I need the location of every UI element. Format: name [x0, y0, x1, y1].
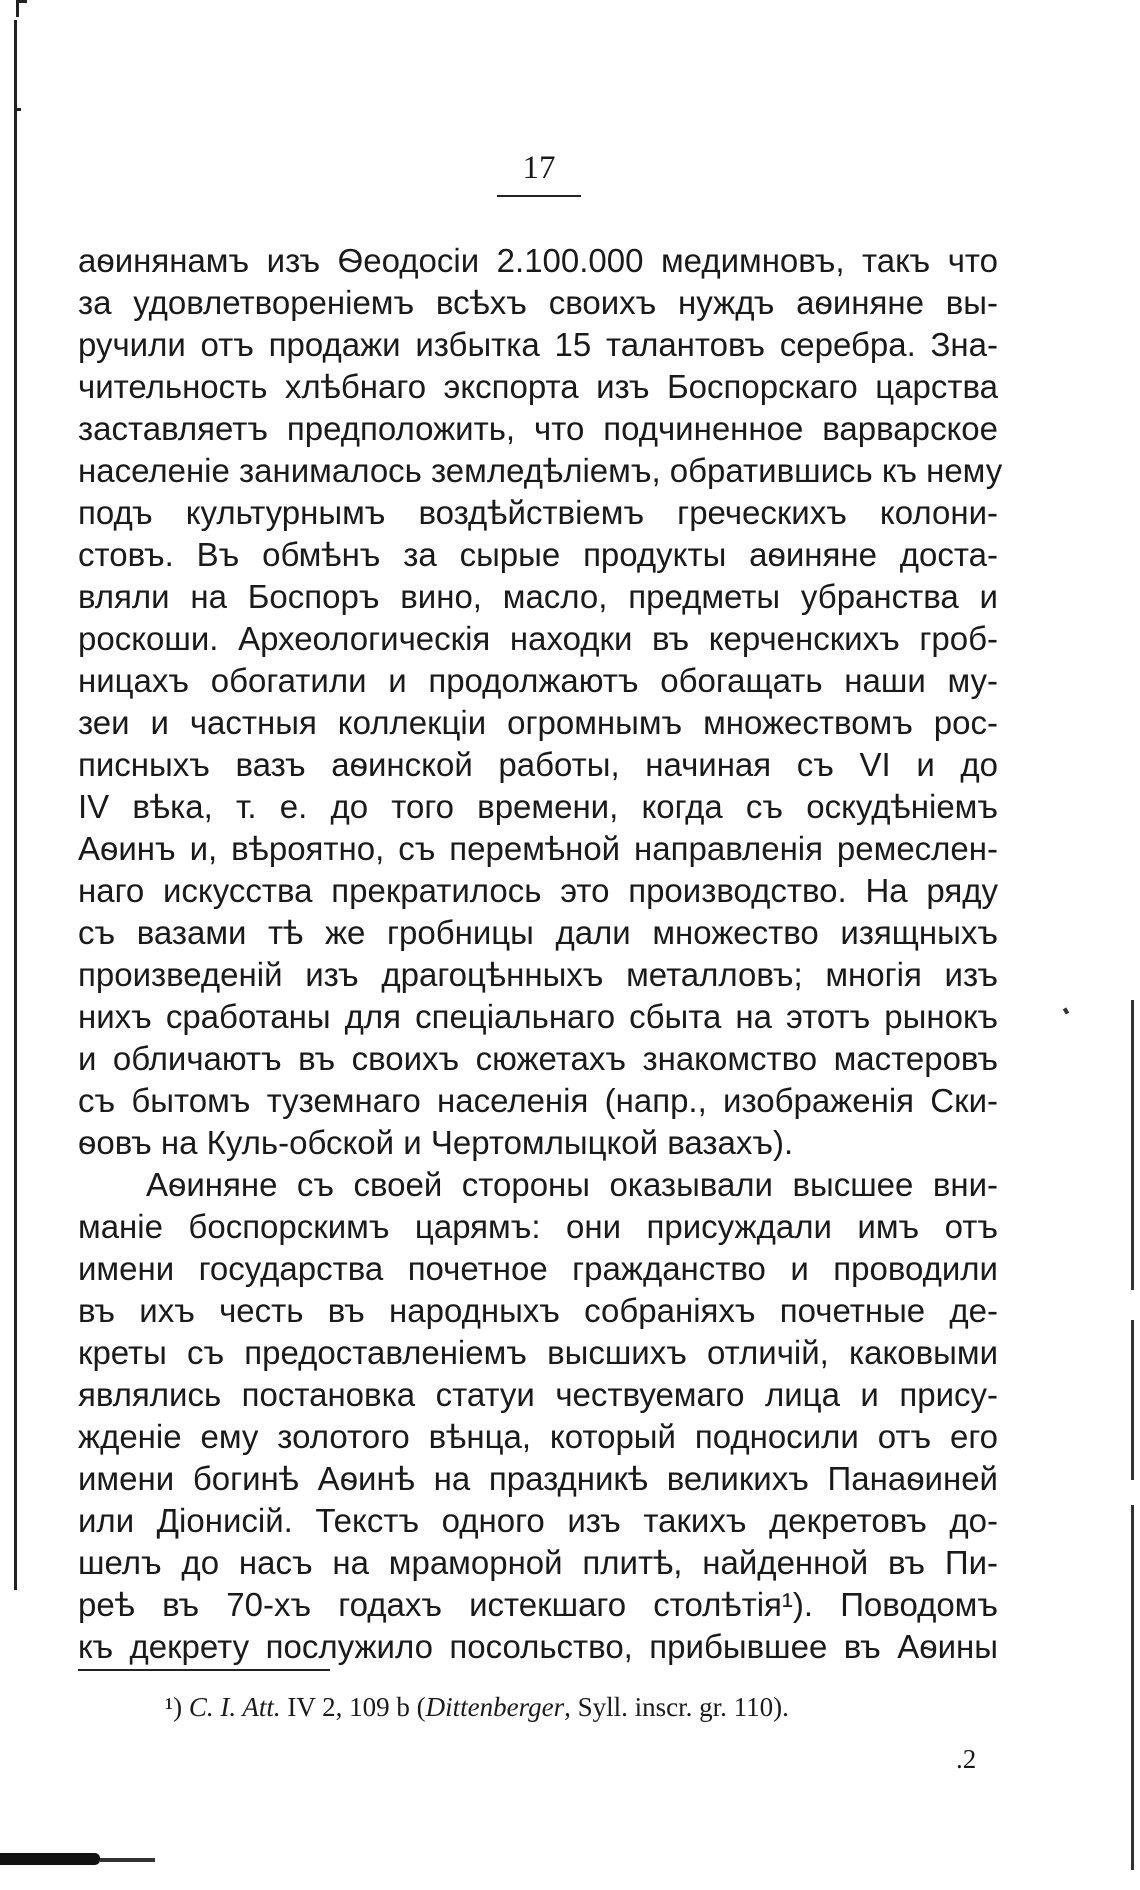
text-line: писныхъ вазъ аѳинской работы, начиная съ VI и до: [78, 746, 998, 783]
footnote-separator: [78, 1669, 330, 1671]
signature-mark: .2: [956, 1744, 977, 1774]
footnote-reference-rest: IV 2, 109 b (: [280, 1692, 426, 1722]
scan-edge-mark: [16, 0, 27, 17]
footnote-author: Dittenberger: [425, 1692, 565, 1722]
text-line: наго искусства прекратилось это производство. На ряду: [78, 872, 998, 909]
text-line: роскоши. Археологическія находки въ керченскихъ гроб-: [78, 620, 998, 657]
text-line: маніе боспорскимъ царямъ: они присуждали имъ отъ: [78, 1208, 998, 1245]
text-line: съ бытомъ туземнаго населенія (напр., изображенія Ски-: [78, 1082, 998, 1119]
text-line: зеи и частныя коллекціи огромнымъ множествомъ рос-: [78, 704, 998, 741]
text-line: Аѳиняне съ своей стороны оказывали высшее вни-: [146, 1166, 998, 1203]
footnote: [165, 1690, 1025, 1724]
footnote-tail: , Syll. inscr. gr. 110).: [564, 1692, 789, 1722]
text-line: жденіе ему золотого вѣнца, который подносили отъ его: [78, 1418, 998, 1455]
text-line: заставляетъ предположить, что подчиненное варварское: [78, 410, 998, 447]
scan-edge-left: [14, 20, 17, 1590]
scan-edge-mark: [16, 108, 21, 111]
text-line: ницахъ обогатили и продолжаютъ обогащать наши му-: [78, 662, 998, 699]
text-line: чительность хлѣбнаго экспорта изъ Боспорскаго царства: [78, 368, 998, 405]
text-line: подъ культурнымъ воздѣйствіемъ греческихъ колони-: [78, 494, 998, 531]
text-line: аѳинянамъ изъ Ѳеодосіи 2.100.000 медимновъ, такъ что: [78, 242, 998, 279]
scan-smudge: [0, 1853, 100, 1865]
text-line: являлись постановка статуи чествуемаго лица и прису-: [78, 1376, 998, 1413]
text-line: произведеній изъ драгоцѣнныхъ металловъ; многія изъ: [78, 956, 998, 993]
footnote-marker: ¹): [165, 1692, 189, 1722]
text-line: или Діонисій. Текстъ одного изъ такихъ декретовъ до-: [78, 1502, 998, 1539]
footnote-reference: C. I. Att.: [188, 1692, 281, 1722]
text-line: шелъ до насъ на мраморной плитѣ, найденной въ Пи-: [78, 1544, 998, 1581]
text-line: въ ихъ честь въ народныхъ собраніяхъ почетные де-: [78, 1292, 998, 1329]
scan-edge-right: [1131, 1000, 1134, 1870]
text-line: населеніе занималось земледѣліемъ, обратившись къ нему: [78, 452, 1003, 489]
scan-speck: [1063, 1007, 1069, 1014]
text-line: ручили отъ продажи избытка 15 талантовъ серебра. Зна-: [78, 326, 998, 363]
text-line: ѳовъ на Куль-обской и Чертомлыцкой вазахъ).: [78, 1124, 794, 1161]
page-number: 17: [522, 150, 556, 186]
text-line: вляли на Боспоръ вино, масло, предметы убранства и: [78, 578, 998, 615]
text-line: IV вѣка, т. е. до того времени, когда съ оскудѣніемъ: [78, 788, 998, 825]
text-line: Аѳинъ и, вѣроятно, съ перемѣной направленія ремеслен-: [78, 830, 998, 867]
text-line: за удовлетвореніемъ всѣхъ своихъ нуждъ аѳиняне вы-: [78, 284, 998, 321]
text-line: и обличаютъ въ своихъ сюжетахъ знакомство мастеровъ: [78, 1040, 998, 1077]
text-line: къ декрету послужило посольство, прибывшее въ Аѳины: [78, 1628, 998, 1665]
main-text: [78, 240, 1003, 1668]
text-line: реѣ въ 70-хъ годахъ истекшаго столѣтія¹). Поводомъ: [78, 1586, 998, 1623]
text-line: стовъ. Въ обмѣнъ за сырые продукты аѳиняне доста-: [78, 536, 998, 573]
text-line: нихъ сработаны для спеціальнаго сбыта на этотъ рынокъ: [78, 998, 998, 1035]
text-line: съ вазами тѣ же гробницы дали множество изящныхъ: [78, 914, 998, 951]
text-line: имени богинѣ Аѳинѣ на праздникѣ великихъ Панаѳиней: [78, 1460, 998, 1497]
scan-smudge: [100, 1858, 155, 1862]
page-number-underline: [497, 195, 581, 197]
text-line: имени государства почетное гражданство и проводили: [78, 1250, 998, 1287]
text-line: креты съ предоставленіемъ высшихъ отличій, каковыми: [78, 1334, 998, 1371]
